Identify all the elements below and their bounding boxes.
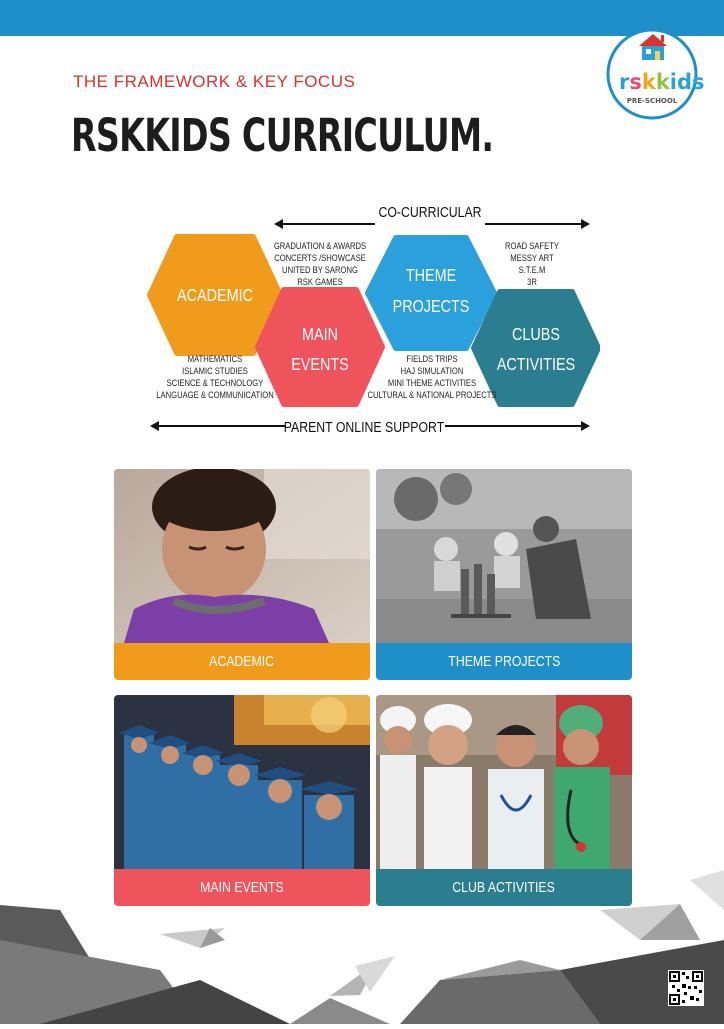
theme-projects-card-label: THEME PROJECTS	[376, 643, 632, 680]
svg-text:3R: 3R	[527, 276, 537, 288]
parent-support-label: PARENT ONLINE SUPPORT	[283, 418, 445, 436]
svg-text:MAIN: MAIN	[302, 324, 338, 345]
academic-photo	[114, 469, 370, 643]
page-subtitle: THE FRAMEWORK & KEY FOCUS	[73, 72, 356, 91]
logo-tagline: PRE-SCHOOL	[626, 97, 678, 105]
svg-text:RSK GAMES: RSK GAMES	[297, 276, 343, 288]
theme-projects-photo	[376, 469, 632, 643]
page-title: RSKKIDS CURRICULUM.	[71, 109, 494, 162]
club-activities-card-label: CLUB ACTIVITIES	[376, 869, 632, 906]
clubs-activities-hexagon	[474, 292, 598, 404]
svg-text:MESSY ART: MESSY ART	[510, 252, 554, 264]
academic-card	[114, 469, 370, 680]
svg-text:MINI THEME ACTIVITIES: MINI THEME ACTIVITIES	[387, 377, 477, 389]
main-events-photo	[114, 695, 370, 869]
svg-text:UNITED BY SARONG: UNITED BY SARONG	[282, 264, 358, 276]
curriculum-framework-diagram	[140, 195, 600, 450]
svg-text:CULTURAL & NATIONAL PROJECTS: CULTURAL & NATIONAL PROJECTS	[367, 389, 497, 401]
svg-text:MATHEMATICS: MATHEMATICS	[187, 353, 243, 365]
svg-text:ACADEMIC: ACADEMIC	[177, 285, 253, 306]
theme-projects-card	[376, 469, 632, 680]
svg-text:CONCERTS /SHOWCASE: CONCERTS /SHOWCASE	[274, 252, 366, 264]
svg-text:PROJECTS: PROJECTS	[392, 296, 470, 317]
club-activities-photo	[376, 695, 632, 869]
svg-text:GRADUATION & AWARDS: GRADUATION & AWARDS	[273, 240, 367, 252]
svg-text:ROAD SAFETY: ROAD SAFETY	[505, 240, 559, 252]
svg-text:LANGUAGE & COMMUNICATION: LANGUAGE & COMMUNICATION	[156, 389, 274, 401]
qr-code-icon	[668, 970, 704, 1006]
svg-text:ISLAMIC STUDIES: ISLAMIC STUDIES	[182, 365, 248, 377]
svg-text:EVENTS: EVENTS	[291, 354, 349, 375]
svg-text:CLUBS: CLUBS	[512, 324, 560, 345]
svg-text:THEME: THEME	[405, 265, 457, 286]
theme-projects-hexagon	[368, 238, 494, 348]
clubs-activities-items-list	[505, 240, 559, 287]
svg-text:S.T.E.M: S.T.E.M	[518, 264, 546, 276]
svg-text:ACTIVITIES: ACTIVITIES	[496, 354, 576, 375]
rskkids-logo	[606, 26, 718, 122]
co-curricular-arrow	[274, 204, 590, 229]
svg-text:SCIENCE & TECHNOLOGY: SCIENCE & TECHNOLOGY	[166, 377, 264, 389]
main-events-hexagon	[258, 290, 382, 404]
svg-text:FIELDS TRIPS: FIELDS TRIPS	[406, 353, 458, 365]
parent-support-arrow	[150, 419, 590, 435]
svg-text:HAJ SIMULATION: HAJ SIMULATION	[400, 365, 464, 377]
co-curricular-label: CO-CURRICULAR	[378, 203, 482, 221]
academic-items-list	[156, 353, 273, 400]
academic-card-label: ACADEMIC	[114, 643, 370, 680]
main-events-items-list	[274, 240, 367, 287]
decorative-geometric-shapes	[0, 870, 724, 1029]
logo-brand-text: rskkids	[619, 70, 705, 94]
main-events-card-label: MAIN EVENTS	[114, 869, 370, 906]
